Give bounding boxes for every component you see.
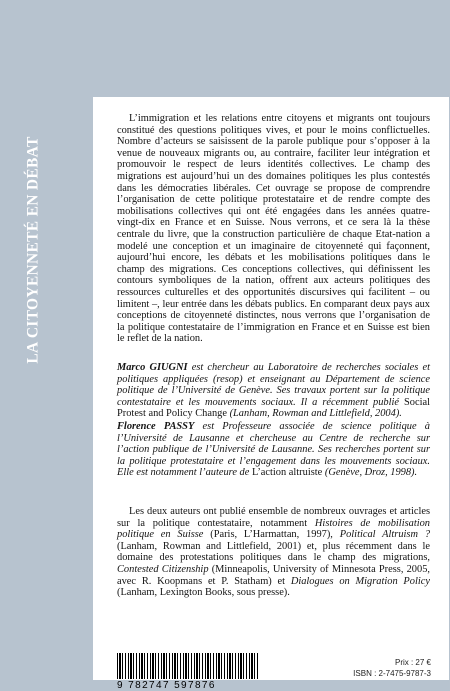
author-book-title: Social Protest and Policy Change — [117, 396, 430, 420]
price-label: Prix : 27 € — [394, 658, 431, 667]
summary-block — [117, 113, 430, 345]
spine-title-text: LA CITOYENNETÉ EN DÉBAT — [25, 136, 43, 364]
author-bio-giugni — [117, 362, 430, 420]
author-book-title: L’action altruiste — [251, 467, 323, 479]
joint-publications — [117, 506, 430, 599]
spine-title — [20, 100, 48, 400]
publications-text: Les deux auteurs ont publié ensemble de nombreux ouvrages et articles sur la politique contestataire, notamment — [117, 506, 430, 529]
author-name: Florence PASSY — [117, 421, 195, 432]
barcode-bars — [117, 653, 259, 679]
publication-title: Dialogues on Migration Policy — [290, 575, 430, 587]
publications-text: (Paris, L’Harmattan, 1997), — [203, 529, 340, 541]
author-bio-text: est Professeure associée de science politique à l’Université de Lausanne et chercheuse au Centre de recherche sur l’action publique de l’Université de Lausanne. Ses recherches portent sur la politique protestataire et l’engagement dans les mouvements sociaux. Elle est notamment l’auteure de — [117, 421, 430, 479]
summary-paragraph: L’immigration et les relations entre citoyens et migrants ont toujours constitué des questions politiques vives, et pour le moins conflictuelles. Nombre d’acteurs se saisissent de la parole publique pour s’opposer à la venue de nouveaux migrants ou, au contraire, faciliter leur intégration et promouvoir le respect de leurs identités collectives. Le champ des migrations est aujourd’hui un des domaines politiques les plus contestés dans les démocraties libérales. Cet ouvrage se propose de comprendre l’organisation de cette politique protestataire et de rendre compte des mobilisations collectives qui ont été engagées dans les années quatre-vingt-dix en France et en Suisse. Nous verrons, et ce sera là la thèse centrale du livre, que la construction particulière de chaque Etat-nation a modelé une conception et un imaginaire de citoyenneté qui façonnent, aujourd’hui encore, les débats et les mobilisations politiques dans le champ des migrations. Ces conceptions collectives, qui définissent les contours symboliques de la nation, offrent aux acteurs politiques des ressources culturelles et des opportunités discursives qui facilitent – ou limitent –, leur entrée dans les débats publics. En comparant deux pays aux conceptions de citoyenneté distinctes, nous verrons que l’organisation de la politique contestataire de l’immigration en France et en Suisse est bien le reflet de la nation. — [117, 113, 430, 345]
barcode — [117, 653, 259, 689]
back-cover-panel — [93, 97, 449, 691]
author-bio-tail: (Lanham, Rowman and Littlefield, 2004). — [226, 408, 402, 420]
publication-title: Histoires de mobilisation politique en Suisse — [117, 517, 430, 541]
author-bio-text: est chercheur au Laboratoire de recherches sociales et politiques appliquées (resop) et enseignant au Département de science politique de l’Université de Genève. Ses travaux portent sur la politique contestataire et les mouvements sociaux. Il a récemment publié — [117, 362, 430, 408]
publications-text: (Minneapolis, University of Minnesota Press, 2005, avec R. Koopmans et P. Statham) et — [117, 563, 430, 587]
publications-text: (Lanham, Lexington Books, sous presse). — [117, 587, 290, 599]
publications-text: (Lanham, Rowman and Littlefield, 2001) et, plus récemment dans le domaine des protestations politiques dans le champ des migrations, — [117, 540, 430, 564]
publication-title: Contested Citizenship — [117, 563, 209, 575]
author-name: Marco GIUGNI — [117, 362, 188, 373]
author-bio-tail: (Genève, Droz, 1998). — [322, 467, 418, 479]
barcode-digits: 9 782747 597876 — [117, 680, 216, 691]
isbn-label: ISBN : 2-7475-9787-3 — [353, 669, 431, 678]
author-bio-passy — [117, 421, 430, 479]
price-block — [353, 657, 431, 679]
publication-title: Political Altruism ? — [339, 529, 431, 541]
